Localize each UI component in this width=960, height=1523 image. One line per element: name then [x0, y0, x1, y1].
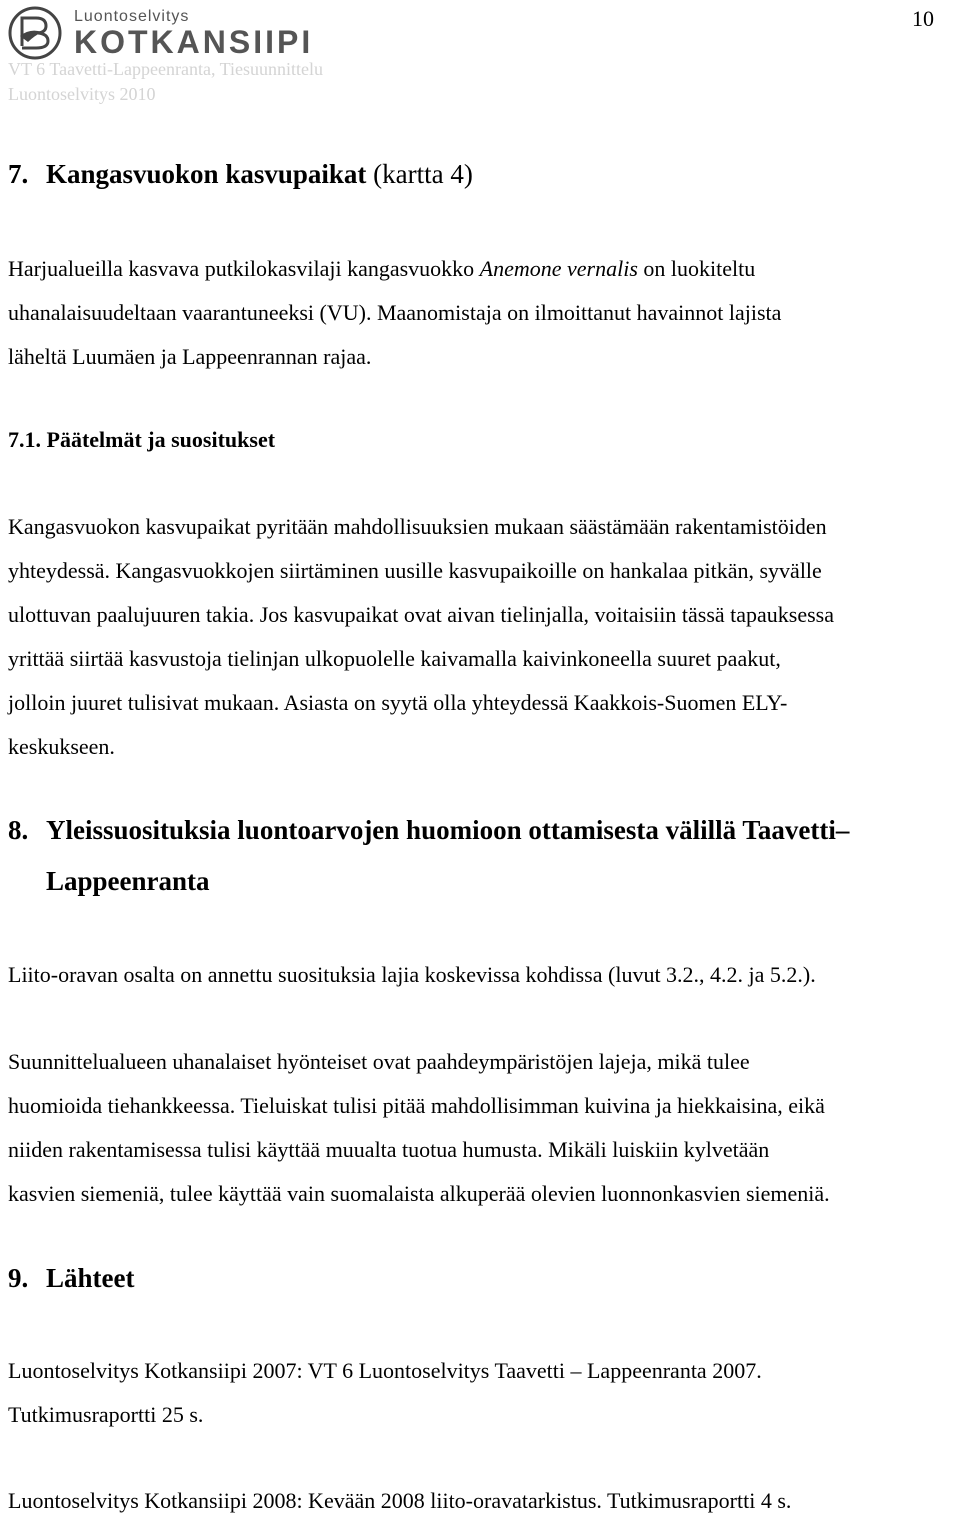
section-8-heading: [8, 815, 849, 846]
section-7-number: 7.: [8, 159, 29, 189]
paragraph-line: jolloin juuret tulisivat mukaan. Asiasta on syytä olla yhteydessä Kaakkois-Suomen ELY-: [8, 690, 788, 715]
paragraph-line: Kangasvuokon kasvupaikat pyritään mahdollisuuksien mukaan säästämään rakentamistöiden: [8, 514, 827, 539]
kotkansiipi-logo: [8, 4, 314, 60]
paragraph-line: Tutkimusraportti 25 s.: [8, 1402, 204, 1427]
reference-2: [8, 1479, 946, 1523]
section-7-paragraph: [8, 247, 946, 379]
species-name: Anemone vernalis: [479, 256, 638, 281]
bird-logo-icon: [8, 6, 62, 60]
paragraph-line: Luontoselvitys Kotkansiipi 2008: Kevään 2008 liito-oravatarkistus. Tutkimusraportti 4 s.: [8, 1488, 792, 1513]
section-8-title-line2: Lappeenranta: [46, 866, 210, 896]
page-number: 10: [912, 6, 934, 31]
paragraph-line: keskukseen.: [8, 734, 115, 759]
section-9-heading: [8, 1263, 134, 1294]
subsection-7-1-heading: 7.1. Päätelmät ja suositukset: [8, 427, 276, 452]
header-report-line: Luontoselvitys 2010: [8, 84, 156, 104]
paragraph-line: Liito-oravan osalta on annettu suosituksia lajia koskevissa kohdissa (luvut 3.2., 4.2. ja 5.2.).: [8, 962, 816, 987]
section-7-map-ref: (kartta 4): [373, 159, 473, 189]
section-8-paragraph-1: [8, 953, 946, 997]
section-8-paragraph-2: [8, 1040, 946, 1216]
section-7-heading: [8, 159, 473, 190]
section-8-number: 8.: [8, 815, 29, 845]
section-8-title-line1: Yleissuosituksia luontoarvojen huomioon ottamisesta välillä Taavetti–: [46, 815, 850, 845]
header-project-line: VT 6 Taavetti-Lappeenranta, Tiesuunnittelu: [8, 59, 324, 79]
text-span: Harjualueilla kasvava putkilokasvilaji kangasvuokko: [8, 256, 480, 281]
section-9-number: 9.: [8, 1263, 29, 1293]
section-9-title: Lähteet: [46, 1263, 135, 1293]
paragraph-line: läheltä Luumäen ja Lappeenrannan rajaa.: [8, 344, 372, 369]
paragraph-line: Luontoselvitys Kotkansiipi 2007: VT 6 Luontoselvitys Taavetti – Lappeenranta 2007.: [8, 1358, 762, 1383]
paragraph-line: yhteydessä. Kangasvuokkojen siirtäminen uusille kasvupaikoille on hankalaa pitkän, syvälle: [8, 558, 822, 583]
section-7-title: Kangasvuokon kasvupaikat: [46, 159, 367, 189]
logo-title: KOTKANSIIPI: [74, 24, 314, 60]
logo-subtitle: Luontoselvitys: [74, 8, 190, 25]
paragraph-line: ulottuvan paalujuuren takia. Jos kasvupaikat ovat aivan tielinjalla, voitaisiin tässä tapauksessa: [8, 602, 835, 627]
paragraph-line: Suunnittelualueen uhanalaiset hyönteiset ovat paahdeympäristöjen lajeja, mikä tulee: [8, 1049, 750, 1074]
paragraph-line: kasvien siemeniä, tulee käyttää vain suomalaista alkuperää olevien luonnonkasvien siemeniä.: [8, 1181, 830, 1206]
reference-1: [8, 1349, 946, 1437]
paragraph-line: [8, 247, 946, 291]
paragraph-line: uhanalaisuudeltaan vaarantuneeksi (VU). Maanomistaja on ilmoittanut havainnot lajista: [8, 300, 782, 325]
paragraph-line: niiden rakentamisessa tulisi käyttää muualta tuotua humusta. Mikäli luiskiin kylvetään: [8, 1137, 770, 1162]
text-span: on luokiteltu: [637, 256, 756, 281]
paragraph-line: huomioida tiehankkeessa. Tieluiskat tulisi pitää mahdollisimman kuivina ja hiekkaisina, eikä: [8, 1093, 825, 1118]
paragraph-line: yrittää siirtää kasvustoja tielinjan ulkopuolelle kaivamalla kaivinkoneella suuret paakut,: [8, 646, 781, 671]
subsection-7-1-paragraph: [8, 505, 946, 769]
